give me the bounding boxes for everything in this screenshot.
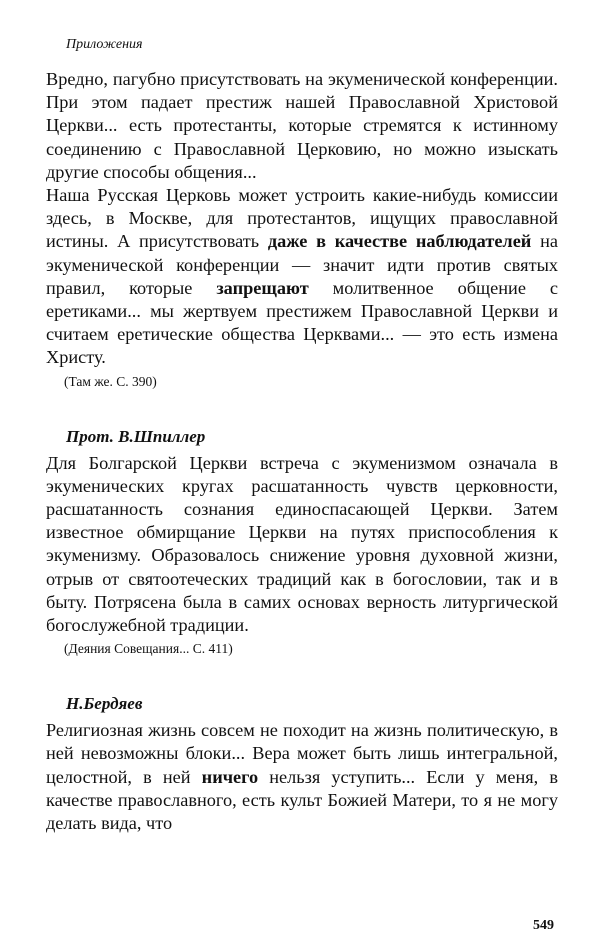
source-citation-2: (Деяния Совещания... С. 411) (64, 641, 233, 657)
emphasis-text: ничего (201, 766, 259, 787)
book-page (46, 36, 558, 835)
author-heading-berdyaev: Н.Бердяев (66, 694, 143, 714)
text-run: Религиозная жизнь совсем не походит на жизнь политическую, в ней невозможны блоки... Вера может быть лишь интегральной, целостной, в ней (46, 720, 558, 787)
page-number: 549 (533, 918, 554, 933)
source-citation-1: (Там же. С. 390) (64, 373, 157, 389)
author-heading-shpiller: Прот. В.Шпиллер (66, 426, 206, 446)
paragraph-shpiller: Для Болгарской Церкви встреча с экуменизмом означала в экуменических кругах расшатанность чувств церковности, расшатанность сознания единоспасающей Церкви. Затем известное обмирщание Церкви на путях приспособления к экуменизму. Образовалось снижение уровня духовной жизни, отрыв от святоотеческих традиций как в богословии, так и в быту. Потрясена была в самих основах верность литургической богослужебной традиции. (46, 452, 558, 636)
text-run: нельзя уступить... Если у меня, в качестве православного, есть культ Божией Матери, то я не могу делать вида, что (46, 766, 558, 834)
text-run: на экуменической конференции — значит идти против святых правил, которые (46, 231, 558, 298)
emphasis-text: даже в качестве наблюдателей (267, 231, 532, 252)
paragraph-quote-2 (46, 184, 558, 370)
text-run: молитвенное общение с еретиками... мы жертвуем престижем Православной Церкви и считаем еретические общества Церквами... — это есть измена Христу. (46, 277, 558, 368)
text-run: Наша Русская Церковь может устроить какие-нибудь комиссии здесь, в Москве, для протестантов, ищущих православной истины. А присутствовать (46, 185, 558, 252)
emphasis-text: запрещают (216, 277, 309, 298)
running-head: Приложения (66, 37, 143, 52)
paragraph-berdyaev (46, 719, 558, 835)
paragraph-quote-1: Вредно, пагубно присутствовать на экуменической конференции. При этом падает престиж нашей Православной Христовой Церкви... есть протестанты, которые стремятся к истинному соединению с Православной Церковию, но можно изыскать другие способы общения... (46, 69, 558, 182)
